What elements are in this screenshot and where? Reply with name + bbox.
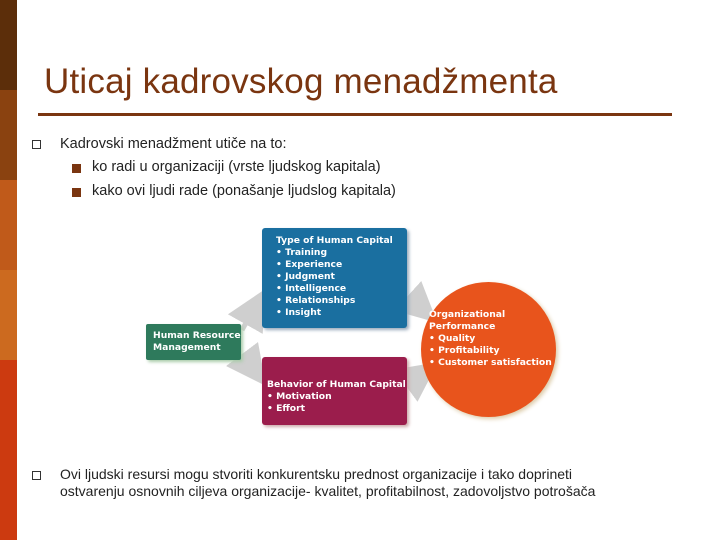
- behavior-box-title: Behavior of Human Capital: [267, 379, 406, 390]
- performance-item: • Profitability: [429, 345, 500, 356]
- sub-bullet-text: ko radi u organizaciji (vrste ljudskog kapitala): [92, 159, 381, 175]
- type-item: • Insight: [276, 307, 322, 318]
- behavior-item: • Effort: [267, 403, 306, 414]
- type-item: • Training: [276, 247, 328, 258]
- bullet-square-icon: [32, 471, 41, 480]
- arrow-type-to-performance: [408, 296, 430, 316]
- sub-bullet-text: kako ovi ljudi rade (ponašanje ljudslog kapitala): [92, 183, 396, 199]
- performance-item: • Customer satisfaction: [429, 357, 552, 368]
- type-item: • Judgment: [276, 271, 335, 282]
- arrow-hrm-to-type: [242, 298, 260, 330]
- arrow-hrm-to-behavior: [242, 354, 260, 378]
- performance-title-line: Performance: [429, 321, 496, 332]
- performance-title-line: Organizational: [429, 309, 506, 320]
- type-item: • Experience: [276, 259, 343, 270]
- slide-title: Uticaj kadrovskog menadžmenta: [44, 62, 558, 101]
- performance-item: • Quality: [429, 333, 476, 344]
- type-item: • Relationships: [276, 295, 356, 306]
- bullet-text-line: Ovi ljudski resursi mogu stvoriti konkurentsku prednost organizacije i tako doprineti: [60, 466, 573, 482]
- type-box-title: Type of Human Capital: [276, 235, 393, 246]
- hrm-label-line: Management: [153, 342, 221, 353]
- hrm-label-line: Human Resource: [153, 330, 241, 341]
- bullet-text: Kadrovski menadžment utiče na to:: [60, 136, 287, 152]
- type-item: • Intelligence: [276, 283, 347, 294]
- bullet-text-line: ostvarenju osnovnih ciljeva organizacije- kvalitet, profitabilnost, zadovoljstvo potrošača: [60, 483, 596, 499]
- behavior-item: • Motivation: [267, 391, 332, 402]
